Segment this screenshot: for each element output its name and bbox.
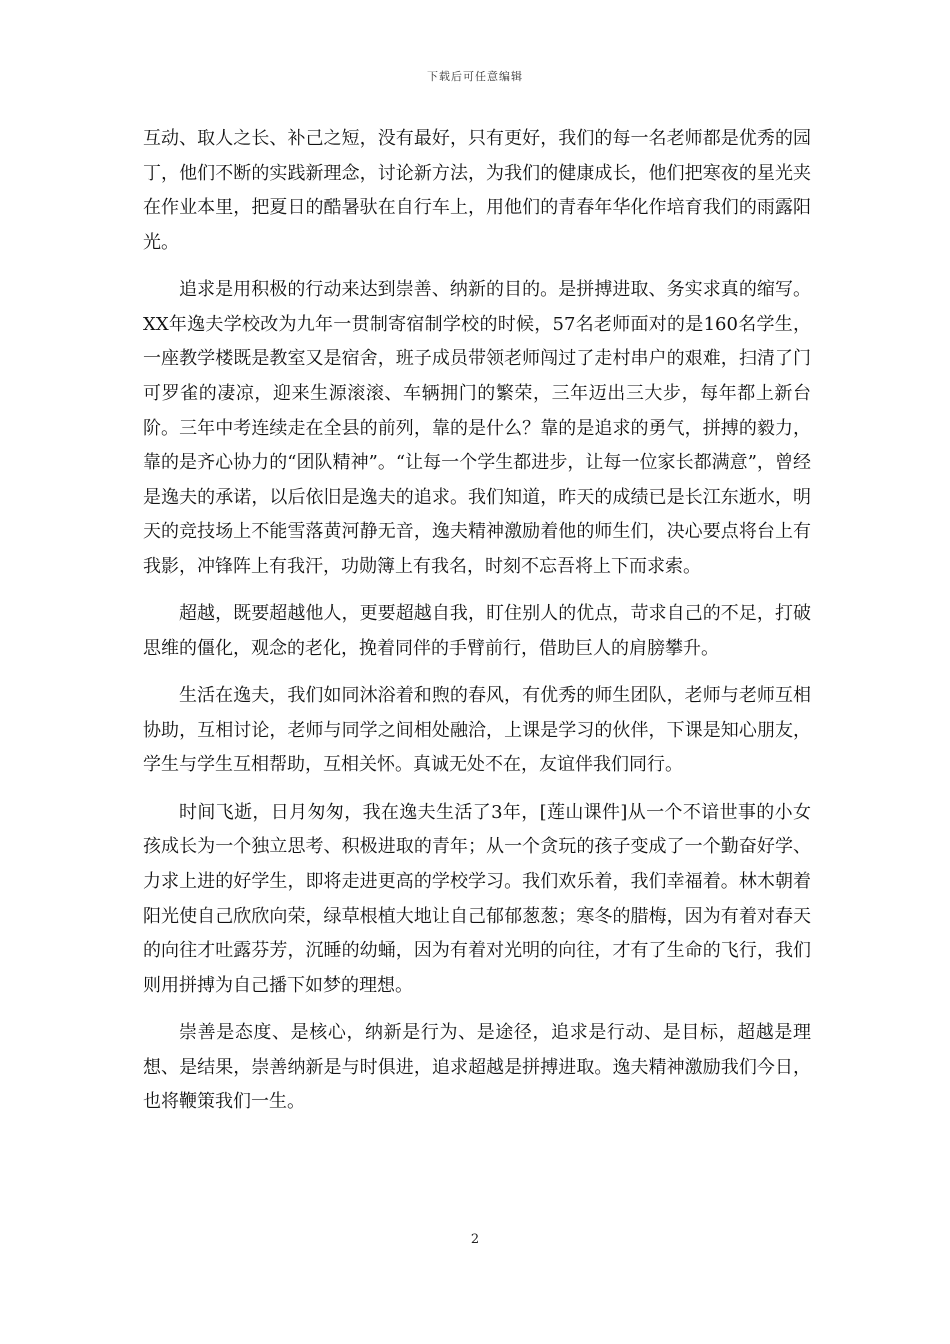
paragraph-time: 时间飞逝，日月匆匆，我在逸夫生活了3年，[莲山课件]从一个不谙世事的小女孩成长为一个独立思考、积极进取的青年；从一个贪玩的孩子变成了一个勤奋好学、力求上进的好学生，即将走进更高的学校学习。我们欢乐着，我们幸福着。林木朝着阳光使自己欣欣向荣，绿草根植大地让自己郁郁葱葱；寒冬的腊梅，因为有着对春天的向往才吐露芬芳，沉睡的幼蛹，因为有着对光明的向往，才有了生命的飞行，我们则用拼搏为自己播下如梦的理想。 — [143, 801, 811, 996]
paragraph-life: 生活在逸夫，我们如同沐浴着和煦的春风，有优秀的师生团队，老师与老师互相协助，互相讨论，老师与同学之间相处融洽，上课是学习的伙伴，下课是知心朋友，学生与学生互相帮助，互相关怀。真诚无处不在，友谊伴我们同行。 — [143, 685, 811, 776]
paragraph-conclusion: 崇善是态度、是核心，纳新是行为、是途径，追求是行动、是目标，超越是理想、是结果，崇善纳新是与时俱进，追求超越是拼搏进取。逸夫精神激励我们今日，也将鞭策我们一生。 — [143, 1022, 811, 1113]
paragraph-pursuit: 追求是用积极的行动来达到崇善、纳新的目的。是拼搏进取、务实求真的缩写。XX年逸夫学校改为九年一贯制寄宿制学校的时候，57名老师面对的是160名学生，一座教学楼既是教室又是宿舍，班子成员带领老师闯过了走村串户的艰难，扫清了门可罗雀的凄凉，迎来生源滚滚、车辆拥门的繁荣，三年迈出三大步，每年都上新台阶。三年中考连续走在全县的前列，靠的是什么？靠的是追求的勇气，拼搏的毅力，靠的是齐心协力的“团队精神”。“让每一个学生都进步，让每一位家长都满意”，曾经是逸夫的承诺，以后依旧是逸夫的追求。我们知道，昨天的成绩已是长江东逝水，明天的竞技场上不能雪落黄河静无音，逸夫精神激励着他的师生们，决心要点将台上有我影，冲锋阵上有我汗，功勋簿上有我名，时刻不忘吾将上下而求索。 — [143, 279, 811, 577]
page-number: 2 — [470, 1232, 480, 1247]
paragraph-continued: 互动、取人之长、补己之短，没有最好，只有更好，我们的每一名老师都是优秀的园丁，他们不断的实践新理念，讨论新方法，为我们的健康成长，他们把寒夜的星光夹在作业本里，把夏日的酷暑驮在自行车上，用他们的青春年华化作培育我们的雨露阳光。 — [143, 128, 811, 253]
page-header: 下载后可任意编辑 — [427, 70, 523, 83]
paragraph-surpass: 超越，既要超越他人，更要超越自我，盯住别人的优点，苛求自己的不足，打破思维的僵化，观念的老化，挽着同伴的手臂前行，借助巨人的肩膀攀升。 — [143, 603, 811, 659]
document-body — [143, 122, 811, 1133]
